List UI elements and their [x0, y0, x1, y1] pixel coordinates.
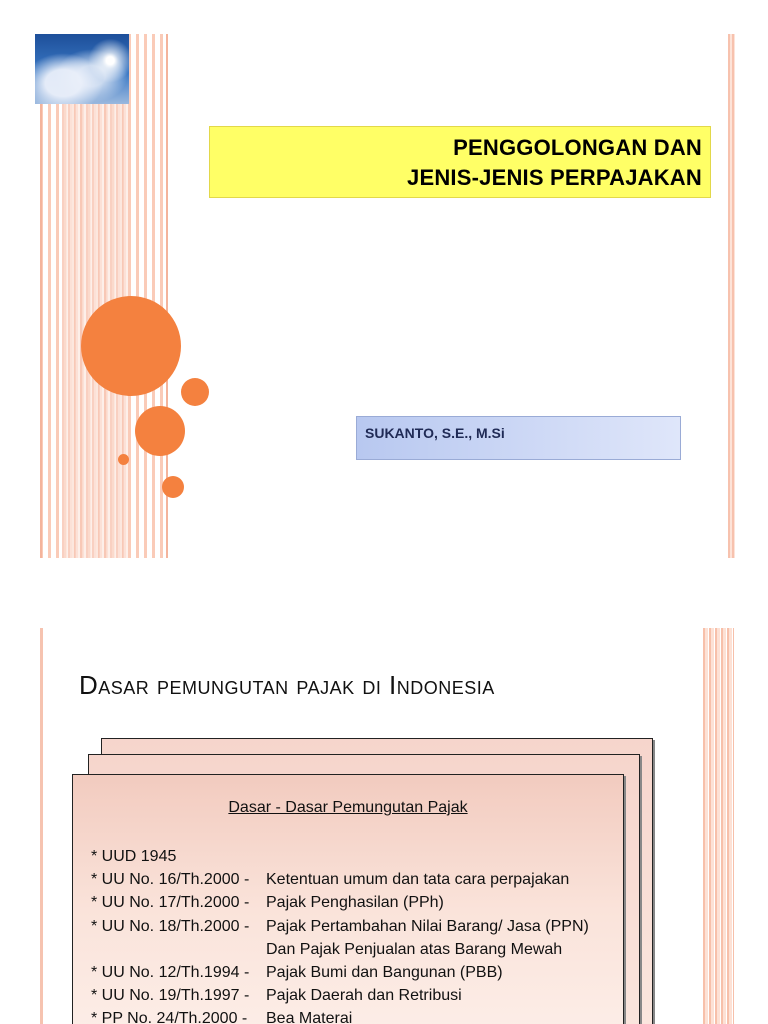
- slide-heading: Dasar pemungutan pajak di Indonesia: [79, 670, 495, 700]
- list-item-desc: Bea Materai: [266, 1010, 353, 1024]
- slide-title-line-1: PENGGOLONGAN DAN: [453, 135, 702, 160]
- document-title-text: Dasar - Dasar Pemungutan Pajak: [228, 799, 468, 816]
- list-item: [91, 868, 613, 891]
- list-item: [91, 961, 613, 984]
- slide-title: [209, 126, 711, 198]
- list-item-ref: * UU No. 18/Th.2000 -: [91, 917, 250, 935]
- document-list: [91, 845, 613, 1024]
- decorative-circle-small: [181, 378, 209, 406]
- list-item-desc: [266, 845, 613, 868]
- decorative-circle-large: [81, 296, 181, 396]
- list-item-ref: * UU No. 19/Th.1997 -: [91, 987, 250, 1005]
- list-item-desc: Ketentuan umum dan tata cara perpajakan: [266, 871, 570, 889]
- sky-clouds-sun-icon: [35, 34, 129, 104]
- list-item: [91, 891, 613, 914]
- slide-title-line-2: JENIS-JENIS PERPAJAKAN: [407, 165, 702, 190]
- list-item-ref: * UU No. 16/Th.2000 -: [91, 871, 250, 889]
- list-item-desc: Pajak Daerah dan Retribusi: [266, 987, 462, 1005]
- list-item: [91, 938, 613, 961]
- list-item-desc: Pajak Bumi dan Bangunan (PBB): [266, 964, 503, 982]
- document-page: [72, 774, 624, 1024]
- decorative-right-stripe: [728, 34, 735, 558]
- list-item-ref: [91, 938, 266, 961]
- decorative-left-line: [40, 628, 43, 1024]
- decorative-circle-tiny: [118, 454, 129, 465]
- decorative-circle-medium: [135, 406, 185, 456]
- list-item-ref: * UU No. 12/Th.1994 -: [91, 964, 250, 982]
- list-item-desc: Pajak Pertambahan Nilai Barang/ Jasa (PPN): [266, 917, 589, 935]
- list-item: [91, 915, 613, 938]
- list-item-desc: Dan Pajak Penjualan atas Barang Mewah: [266, 940, 563, 958]
- author-label: SUKANTO, S.E., M.Si: [356, 416, 681, 460]
- list-item: [91, 845, 613, 868]
- list-item-ref: * PP No. 24/Th.2000 -: [91, 1010, 248, 1024]
- list-item-ref: * UUD 1945: [91, 848, 177, 865]
- list-item-desc: Pajak Penghasilan (PPh): [266, 894, 444, 912]
- list-item-ref: * UU No. 17/Th.2000 -: [91, 894, 250, 912]
- decorative-circle-small: [162, 476, 184, 498]
- list-item: [91, 1007, 613, 1024]
- decorative-right-stripe: [703, 628, 734, 1024]
- decorative-stripe-band: [40, 34, 168, 558]
- document-title: [73, 799, 623, 817]
- list-item: [91, 984, 613, 1007]
- content-slide: [0, 628, 768, 1024]
